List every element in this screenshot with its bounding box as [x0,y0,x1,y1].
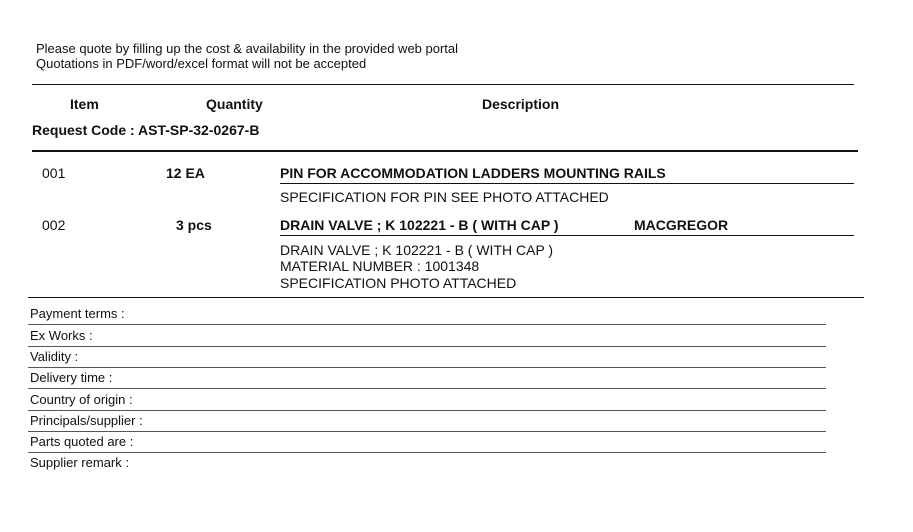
request-code: Request Code : AST-SP-32-0267-B [32,122,260,138]
validity-label: Validity : [30,349,79,364]
intro-line-2: Quotations in PDF/word/excel format will not be accepted [36,56,367,71]
item-number: 001 [42,165,66,181]
footer-field-line [28,367,826,368]
intro-divider [32,84,854,85]
parts-quoted-label: Parts quoted are : [30,434,134,449]
delivery-time-label: Delivery time : [30,370,113,385]
payment-terms-label: Payment terms : [30,306,125,321]
column-header-description: Description [482,96,560,112]
footer-field-line [28,410,826,411]
footer-field-line [28,388,826,389]
principals-supplier-label: Principals/supplier : [30,413,143,428]
item-title-underline [280,235,854,236]
item-title-underline [280,183,854,184]
footer-field-line [28,346,826,347]
item-quantity: 12 EA [166,165,205,181]
item-detail-line: SPECIFICATION FOR PIN SEE PHOTO ATTACHED [280,189,609,205]
item-title: DRAIN VALVE ; K 102221 - B ( WITH CAP ) [280,217,559,233]
item-detail-line: SPECIFICATION PHOTO ATTACHED [280,275,517,291]
item-detail-line: MATERIAL NUMBER : 1001348 [280,258,480,274]
column-header-quantity: Quantity [206,96,263,112]
footer-field-line [28,452,826,453]
items-divider [28,297,864,298]
ex-works-label: Ex Works : [30,328,93,343]
footer-field-line [28,324,826,325]
item-title: PIN FOR ACCOMMODATION LADDERS MOUNTING RAILS [280,165,666,181]
country-of-origin-label: Country of origin : [30,392,133,407]
footer-field-line [28,431,826,432]
column-header-item: Item [70,96,99,112]
item-quantity: 3 pcs [176,217,212,233]
item-number: 002 [42,217,66,233]
header-divider [32,150,858,152]
supplier-remark-label: Supplier remark : [30,455,129,470]
item-detail-line: DRAIN VALVE ; K 102221 - B ( WITH CAP ) [280,242,554,258]
item-maker: MACGREGOR [634,217,729,233]
intro-line-1: Please quote by filling up the cost & availability in the provided web portal [36,41,459,56]
